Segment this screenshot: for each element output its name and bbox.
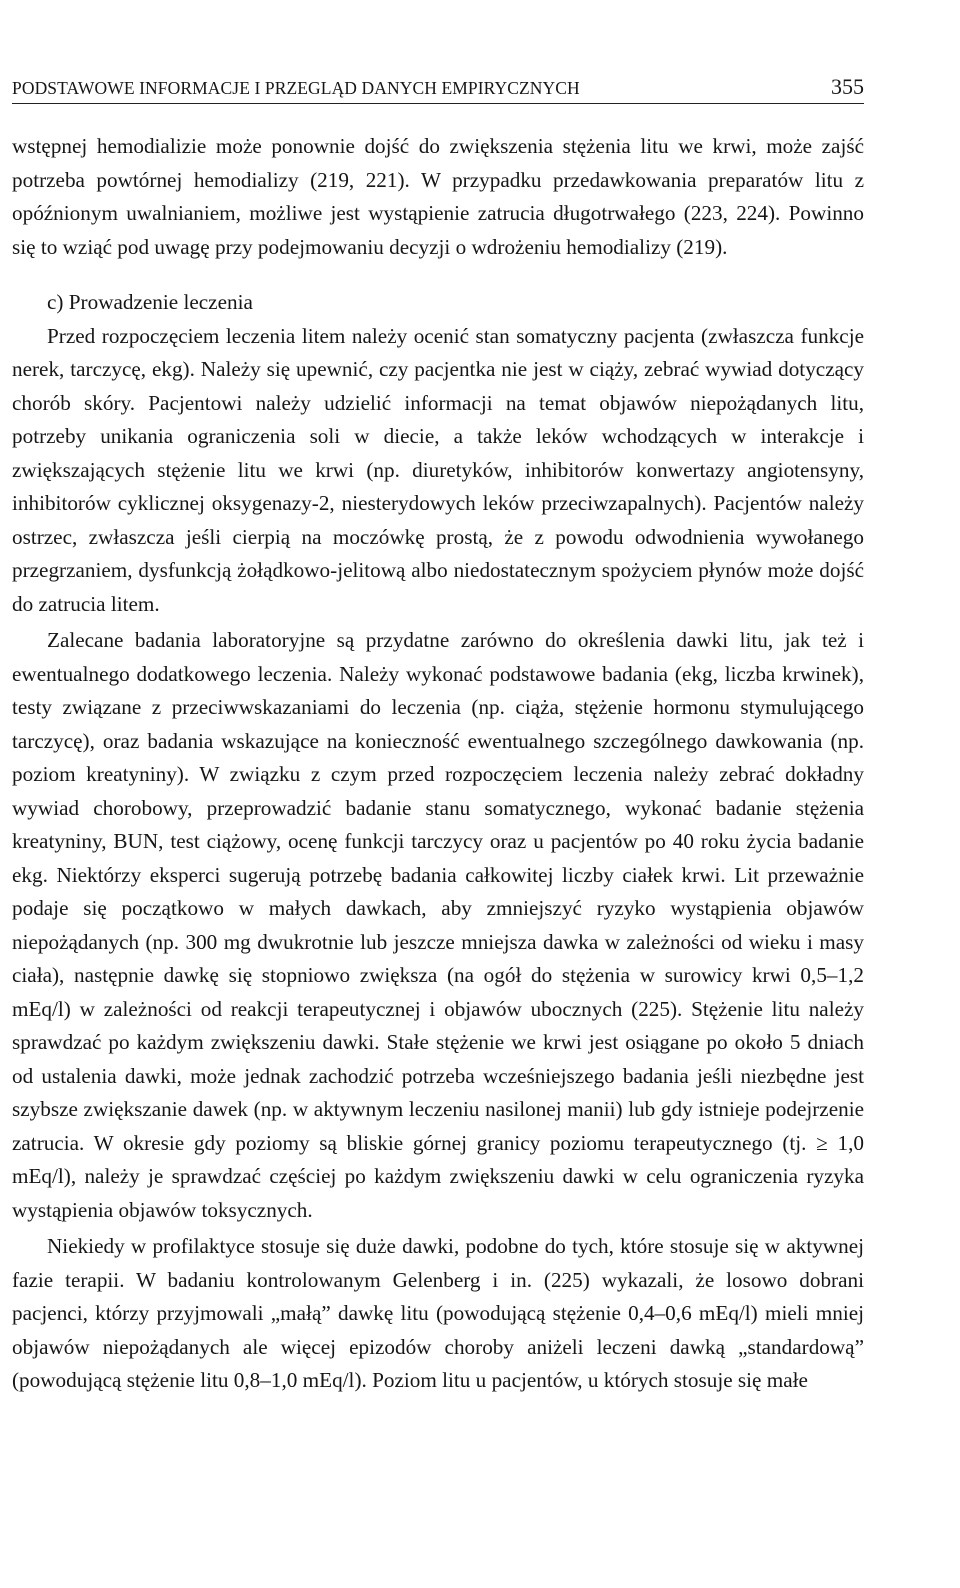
section-heading: c) Prowadzenie leczenia <box>47 290 253 314</box>
paragraph-continued: wstępnej hemodializie może ponownie dojść do zwiększenia stężenia litu we krwi, może zajść potrzeba powtórnej hemodializy (219, 221). W przypadku przedawkowania preparatów litu z opóźnionym uwalnianiem, możliwe jest wystąpienie zatrucia długotrwałego (223, 224). Powinno się to wziąć pod uwagę przy podejmowaniu decyzji o wdrożeniu hemodializy (219). <box>12 134 864 259</box>
paragraph-treatment: Przed rozpoczęciem leczenia litem należy ocenić stan somatyczny pacjenta (zwłaszcza funkcje nerek, tarczycę, ekg). Należy się upewnić, czy pacjentka nie jest w ciąży, zebrać wywiad dotyczący chorób skóry. Pacjentowi należy udzielić informacji na temat objawów niepożądanych litu, potrzeby unikania ograniczenia soli w diecie, a także leków wchodzących w interakcje i zwiększających stężenie litu we krwi (np. diuretyków, inhibitorów konwertazy angiotensyny, inhibitorów cyklicznej oksygenazy-2, niesterydowych leków przeciwzapalnych). Pacjentów należy ostrzec, zwłaszcza jeśli cierpią na moczówkę prostą, że z powodu odwodnienia wywołanego przegrzaniem, dysfunkcją żołądkowo-jelitową albo niedostatecznym spożyciem płynów może dojść do zatrucia litem. <box>12 323 864 616</box>
page-number: 355 <box>831 74 864 99</box>
paragraph-prophylaxis: Niekiedy w profilaktyce stosuje się duże dawki, podobne do tych, które stosuje się w aktywnej fazie terapii. W badaniu kontrolowanym Gelenberg i in. (225) wykazali, że losowo dobrani pacjenci, którzy przyjmowali „małą” dawkę litu (powodującą stężenie 0,4–0,6 mEq/l) mieli mniej objawów niepożądanych ale więcej epizodów choroby aniżeli leczeni dawką „standardową” (powodującą stężenie litu 0,8–1,0 mEq/l). Poziom litu u pacjentów, u których stosuje się małe <box>12 1234 864 1392</box>
body-text <box>12 130 864 1398</box>
running-header-title: PODSTAWOWE INFORMACJE I PRZEGLĄD DANYCH EMPIRYCZNYCH <box>12 78 580 98</box>
running-header <box>12 74 864 104</box>
paragraph-lab-tests: Zalecane badania laboratoryjne są przydatne zarówno do określenia dawki litu, jak też i ewentualnego dodatkowego leczenia. Należy wykonać podstawowe badania (ekg, liczba krwinek), testy związane z przeciwwskazaniami do leczenia (np. ciąża, stężenie hormonu stymulującego tarczycę), oraz badania wskazujące na konieczność ewentualnego szczególnego dawkowania (np. poziom kreatyniny). W związku z czym przed rozpoczęciem leczenia należy zebrać dokładny wywiad chorobowy, przeprowadzić badanie stanu somatycznego, wykonać badanie stężenia kreatyniny, BUN, test ciążowy, ocenę funkcji tarczycy oraz u pacjentów po 40 roku życia badanie ekg. Niektórzy eksperci sugerują potrzebę badania całkowitej liczby ciałek krwi. Lit przeważnie podaje się początkowo w małych dawkach, aby zmniejszyć ryzyko wystąpienia objawów niepożądanych (np. 300 mg dwukrotnie lub jeszcze mniejsza dawka w zależności od wieku i masy ciała), następnie dawkę się stopniowo zwiększa (na ogół do stężenia w surowicy krwi 0,5–1,2 mEq/l) w zależności od reakcji terapeutycznej i objawów ubocznych (225). Stężenie litu należy sprawdzać po każdym zwiększeniu dawki. Stałe stężenie we krwi jest osiągane po około 5 dniach od ustalenia dawki, może jednak zachodzić potrzeba wcześniejszego badania jeśli niezbędne jest szybsze zwiększanie dawek (np. w aktywnym leczeniu nasilonej manii) lub gdy istnieje podejrzenie zatrucia. W okresie gdy poziomy są bliskie górnej granicy poziomu terapeutycznego (tj. ≥ 1,0 mEq/l), należy je sprawdzać częściej po każdym zwiększeniu dawki w celu ograniczenia ryzyka wystąpienia objawów toksycznych. <box>12 628 864 1222</box>
